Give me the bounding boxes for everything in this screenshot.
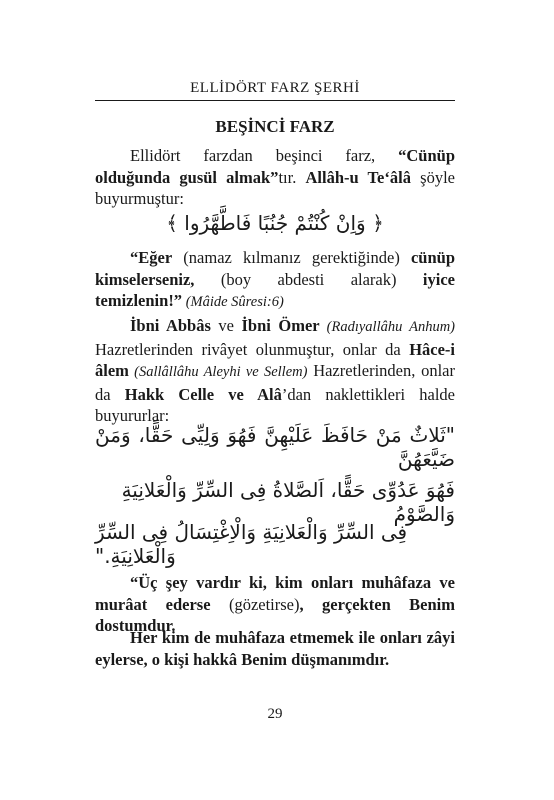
page-number: 29 bbox=[267, 706, 283, 722]
translation-b: (namaz kılmanız gerektiğinde) bbox=[172, 248, 411, 267]
translation-c: cünüp kimselerseniz, bbox=[95, 248, 455, 289]
enemy-text: Her kim de muhâfaza etmemek ile onları zâyi eylerse, o kişi hakkâ Benim düşmanımdır. bbox=[95, 628, 455, 669]
narration-hace-i-alem: Hâce-i âlem bbox=[95, 339, 455, 380]
intro-allah: Allâh-u Te‘âlâ bbox=[305, 167, 411, 187]
hadith-translation-b: (gözetirse) bbox=[210, 594, 300, 614]
running-header: ELLİDÖRT FARZ ŞERHİ bbox=[190, 80, 360, 96]
hadith-line-2: فَهُوَ عَدُوِّى حَقًّا، اَلصَّلاةُ فِى السِّرِّ وَالْعَلانِيَةِ وَالصَّوْمُ bbox=[121, 478, 455, 526]
paragraph-intro bbox=[95, 145, 455, 210]
narration-text-h: Hazretlerinden, onlar da bbox=[95, 361, 455, 404]
hadith-line-3: فِى السِّرِّ وَالْعَلانِيَةِ وَالْاِغْتِسَالُ فِى السِّرِّ وَالْعَلانِيَةِ." bbox=[95, 520, 408, 568]
intro-text-a: Ellidört farzdan beşinci farz, bbox=[130, 146, 399, 165]
narration-hakk: Hakk Celle ve Alâ bbox=[124, 384, 282, 404]
hadith-line-1: "ثَلاثٌ مَنْ حَافَظَ عَلَيْهِنَّ فَهُوَ وَلِيِّى حَقًّا، وَمَنْ ضَيَّعَهُنَّ bbox=[95, 423, 455, 471]
intro-text-c: tır. bbox=[278, 167, 306, 187]
intro-text-e: şöyle buyurmuştur: bbox=[95, 167, 455, 208]
section-title: BEŞİNCİ FARZ bbox=[215, 117, 335, 136]
paragraph-narration bbox=[95, 315, 455, 427]
quran-verse: ﴿ وَاِنْ كُنْتُمْ جُنُبًا فَاطَّهَّرُوا ﴾ bbox=[166, 211, 384, 235]
paragraph-translation bbox=[95, 247, 455, 314]
narration-text-j: ’dan naklettikleri halde buyururlar: bbox=[95, 384, 455, 425]
surah-reference: (Mâide Sûresi:6) bbox=[182, 294, 284, 310]
paragraph-enemy bbox=[95, 627, 455, 670]
narrator-ibni-omer: İbni Ömer bbox=[241, 316, 320, 335]
translation-e: iyice temizlenin!” bbox=[95, 269, 455, 310]
intro-quote: “Cünüp olduğunda gusül almak” bbox=[95, 146, 455, 187]
translation-a: “Eğer bbox=[130, 248, 173, 267]
hadith-translation-c: , gerçekten Benim dostumdur. bbox=[95, 594, 455, 635]
narration-sallallahu: (Sallâllâhu Aleyhi ve Sellem) bbox=[128, 364, 308, 380]
translation-d: (boy abdesti alarak) bbox=[194, 269, 423, 289]
header-rule bbox=[95, 100, 455, 101]
narration-text-e: Hazretlerinden rivâyet olunmuştur, onlar da bbox=[95, 339, 410, 359]
narration-radiyallahu: (Radıyallâhu Anhum) bbox=[319, 319, 456, 335]
narration-and: ve bbox=[210, 316, 242, 335]
hadith-translation-a: “Üç şey vardır ki, kim onları muhâfaza ve murâat ederse bbox=[95, 573, 455, 614]
narrator-ibni-abbas: İbni Abbâs bbox=[130, 316, 211, 335]
